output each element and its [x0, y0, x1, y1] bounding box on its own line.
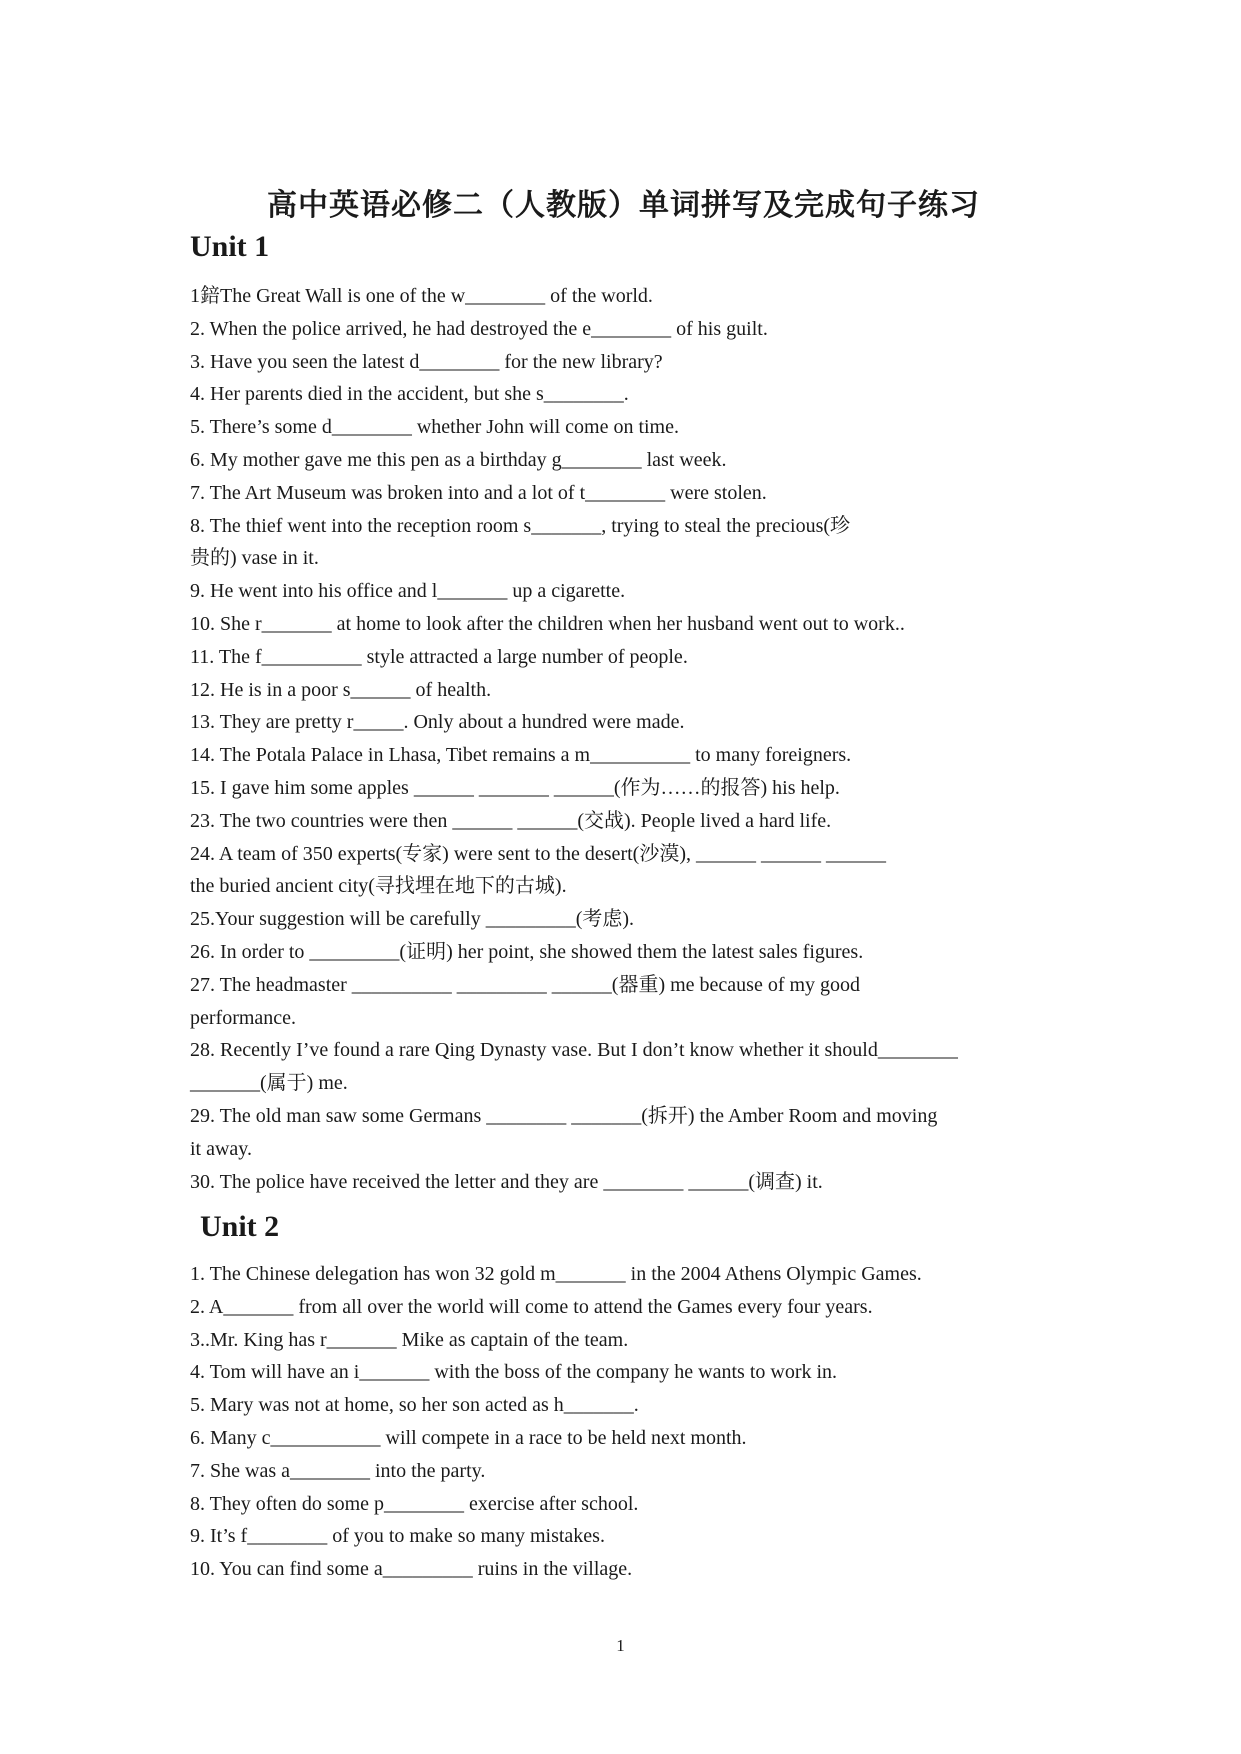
exercise-line: 8. The thief went into the reception room s_______, trying to steal the precious(珍 [190, 514, 851, 537]
exercise-line: 贵的) vase in it. [190, 547, 319, 570]
document-title: 高中英语必修二（人教版）单词拼写及完成句子练习 [267, 188, 980, 224]
exercise-line: performance. [190, 1006, 297, 1029]
exercise-line: 15. I gave him some apples ______ _______ ______(作为……的报答) his help. [190, 776, 840, 799]
exercise-line: 7. She was a________ into the party. [190, 1459, 486, 1482]
exercise-line: 7. The Art Museum was broken into and a lot of t________ were stolen. [190, 481, 767, 504]
exercise-line: 2. A_______ from all over the world will come to attend the Games every four years. [190, 1295, 873, 1318]
exercise-line: _______(属于) me. [190, 1072, 348, 1095]
exercise-line: 5. There’s some d________ whether John will come on time. [190, 416, 679, 439]
exercise-line: 9. He went into his office and l_______ up a cigarette. [190, 580, 626, 603]
unit2-heading: Unit 2 [200, 1210, 280, 1243]
exercise-line: 10. She r_______ at home to look after the children when her husband went out to work.. [190, 612, 905, 635]
exercise-line: 24. A team of 350 experts(专家) were sent to the desert(沙漠), ______ ______ ______ [190, 842, 886, 865]
exercise-line: 30. The police have received the letter and they are ________ ______(调查) it. [190, 1170, 823, 1193]
exercise-line: 14. The Potala Palace in Lhasa, Tibet remains a m__________ to many foreigners. [190, 744, 852, 767]
exercise-line: 3. Have you seen the latest d________ for the new library? [190, 350, 663, 373]
exercise-line: 12. He is in a poor s______ of health. [190, 678, 492, 701]
exercise-line: 6. My mother gave me this pen as a birthday g________ last week. [190, 448, 727, 471]
exercise-line: 2. When the police arrived, he had destroyed the e________ of his guilt. [190, 317, 768, 340]
exercise-line: 6. Many c___________ will compete in a race to be held next month. [190, 1426, 747, 1449]
exercise-line: 5. Mary was not at home, so her son acted as h_______. [190, 1394, 639, 1417]
exercise-line: the buried ancient city(寻找埋在地下的古城). [190, 875, 567, 898]
exercise-line: 29. The old man saw some Germans ________ _______(拆开) the Amber Room and moving [190, 1104, 938, 1127]
exercise-line: 4. Tom will have an i_______ with the boss of the company he wants to work in. [190, 1361, 838, 1384]
exercise-line: 13. They are pretty r_____. Only about a hundred were made. [190, 711, 685, 734]
exercise-line: 10. You can find some a_________ ruins in the village. [190, 1558, 633, 1581]
unit2-exercise-list [190, 1258, 1070, 1586]
exercise-line: 9. It’s f________ of you to make so many mistakes. [190, 1525, 605, 1548]
unit1-heading: Unit 1 [190, 230, 270, 263]
exercise-line: 4. Her parents died in the accident, but she s________. [190, 383, 629, 406]
exercise-line: 28. Recently I’ve found a rare Qing Dynasty vase. But I don’t know whether it should________ [190, 1039, 958, 1062]
unit1-exercise-list [190, 280, 1070, 1198]
exercise-line: 8. They often do some p________ exercise after school. [190, 1492, 639, 1515]
exercise-line: 25.Your suggestion will be carefully _________(考虑). [190, 908, 635, 931]
exercise-line: 26. In order to _________(证明) her point, she showed them the latest sales figures. [190, 940, 864, 963]
exercise-line: 27. The headmaster __________ _________ ______(器重) me because of my good [190, 973, 861, 996]
exercise-line: it away. [190, 1137, 253, 1160]
page-number: 1 [616, 1636, 625, 1655]
exercise-line: 23. The two countries were then ______ ______(交战). People lived a hard life. [190, 809, 832, 832]
exercise-line: 3..Mr. King has r_______ Mike as captain of the team. [190, 1328, 629, 1351]
exercise-line: 11. The f__________ style attracted a large number of people. [190, 645, 688, 668]
exercise-line: 1錇The Great Wall is one of the w________ of the world. [190, 285, 653, 307]
exercise-line: 1. The Chinese delegation has won 32 gold m_______ in the 2004 Athens Olympic Games. [190, 1263, 922, 1285]
